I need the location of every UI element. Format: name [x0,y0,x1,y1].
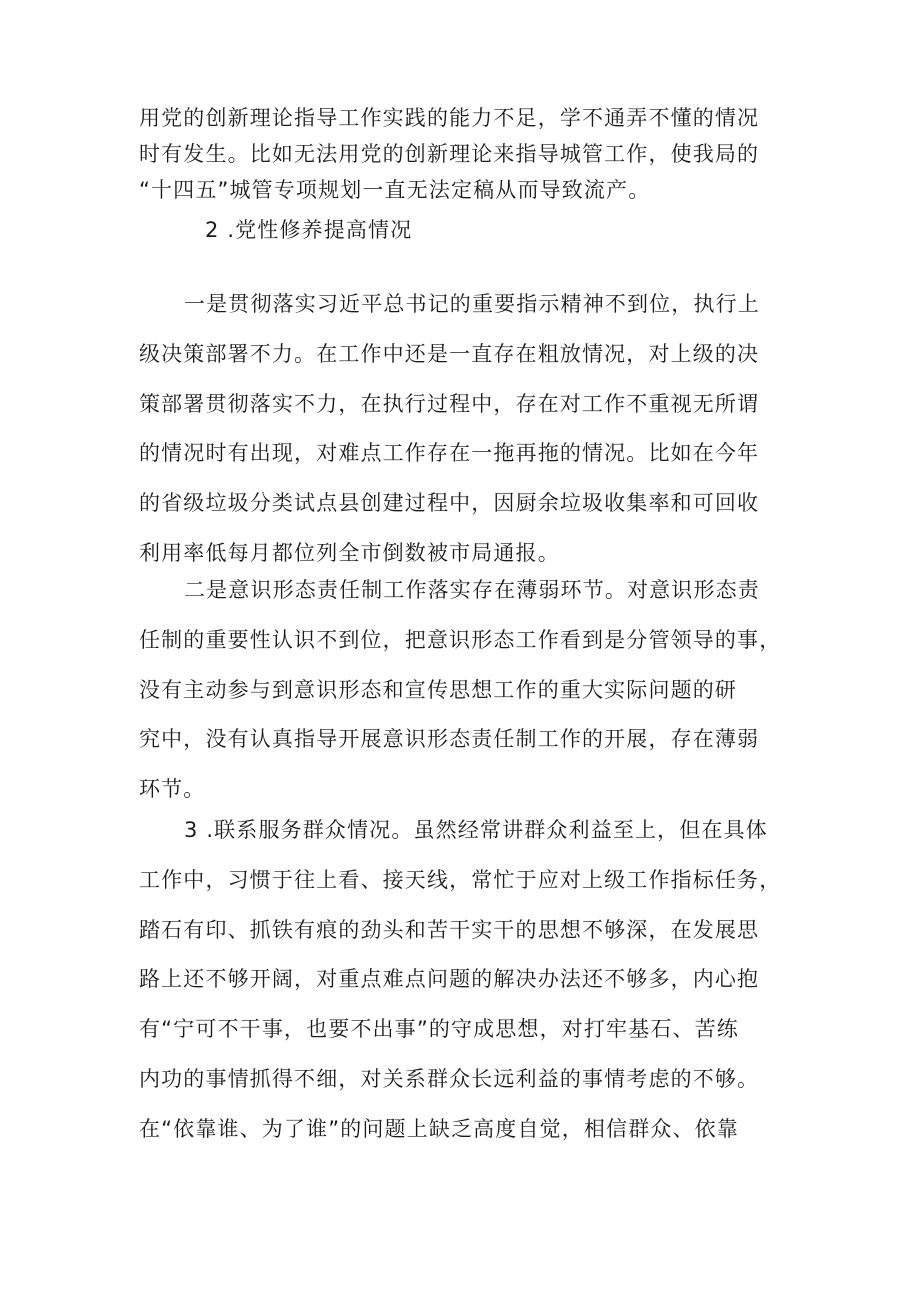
party-spirit-paragraph-2 [139,566,787,815]
text-line: 踏石有印、抓铁有痕的劲头和苦干实干的思想不够深，在发展思 [139,917,760,942]
text-line: 有“宁可不干事，也要不出事”的守成思想，对打牢基石、苦练 [139,1017,739,1042]
text-line: 一是贯彻落实习近平总书记的重要指示精神不到位，执行上 [184,292,760,316]
text-line: 利用率低每月都位列全市倒数被市局通报。 [139,540,560,565]
text-line: 策部署贯彻落实不力，在执行过程中，存在对工作不重视无所谓 [139,391,760,416]
text-line: 3 .联系服务群众情况。虽然经常讲群众利益至上，但在具体 [184,818,768,842]
section-heading: 2 .党性修养提高情况 [205,218,413,242]
text-line: 任制的重要性认识不到位，把意识形态工作看到是分管领导的事， [139,627,782,652]
text-line: 没有主动参与到意识形态和宣传思想工作的重大实际问题的研 [139,677,738,702]
intro-paragraph [139,100,787,208]
text-line: 在“依靠谁、为了谁”的问题上缺乏高度自觉，相信群众、依靠 [139,1116,739,1141]
text-line: 的情况时有出现，对难点工作存在一拖再拖的情况。比如在今年 [139,441,760,466]
serve-masses-paragraph [139,806,787,1155]
text-line: 究中，没有认真指导开展意识形态责任制工作的开展，存在薄弱 [139,727,760,752]
text-line: 环节。 [139,777,206,802]
text-line: 路上还不够开阔，对重点难点问题的解决办法还不够多，内心抱 [139,967,760,992]
party-spirit-paragraph-1 [139,280,787,579]
text-line: 用党的创新理论指导工作实践的能力不足，学不通弄不懂的情况 [139,106,760,130]
text-line: 级决策部署不力。在工作中还是一直存在粗放情况，对上级的决 [139,341,760,366]
text-line: 工作中，习惯于往上看、接天线，常忙于应对上级工作指标任务， [139,867,782,892]
text-line: 的省级垃圾分类试点县创建过程中，因厨余垃圾收集率和可回收 [139,491,760,516]
text-line: 时有发生。比如无法用党的创新理论来指导城管工作，使我局的 [139,142,760,166]
text-line: 二是意识形态责任制工作落实存在薄弱环节。对意识形态责 [184,578,760,602]
text-line: “十四五”城管专项规划一直无法定稿从而导致流产。 [139,178,651,202]
text-line: 内功的事情抓得不细，对关系群众长远利益的事情考虑的不够。 [139,1066,760,1091]
